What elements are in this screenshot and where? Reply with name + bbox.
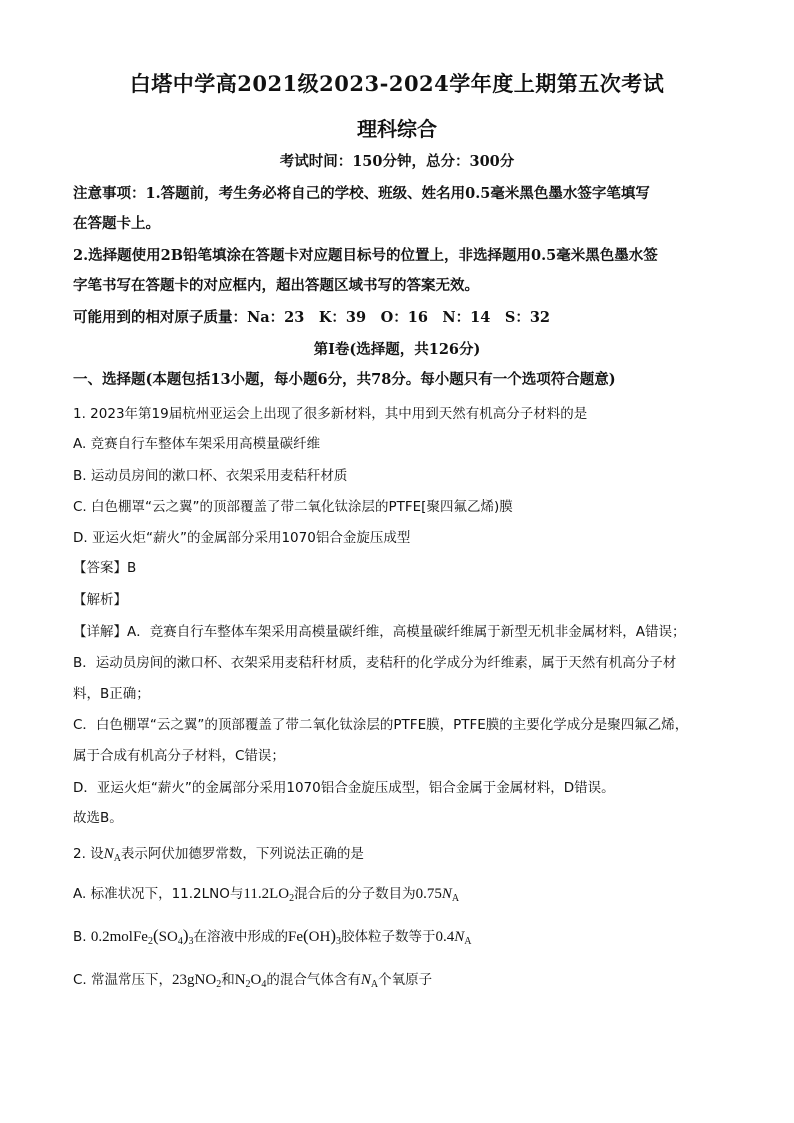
q2-b-middle-2: 胶体粒子数等于: [341, 929, 436, 945]
symbol-a-sub: A: [451, 893, 460, 904]
notice-line-2: 在答题卡上。: [73, 215, 160, 232]
sub-2: 2: [147, 936, 153, 947]
o-text: O: [250, 972, 262, 988]
sub-3: 3: [188, 936, 194, 947]
analysis-tag: 【解析】: [73, 592, 127, 608]
exam-time-info: 考试时间：150分钟，总分：300分: [279, 153, 515, 170]
q1-detail-1: 【详解】A．竞赛自行车整体车架采用高模量碳纤维，高模量碳纤维属于新型无机非金属材料，A错误；: [73, 624, 686, 640]
q1-option-a: A. 竞赛自行车整体车架采用高模量碳纤维: [73, 436, 321, 452]
q2-c-suffix: 个氧原子: [378, 972, 433, 988]
q2-b-fe-amount: 0.2molFe: [90, 929, 148, 945]
symbol-a-sub: A: [113, 853, 121, 864]
notice-line-1: 注意事项：1.答题前，考生务必将自己的学校、班级、姓名用0.5毫米黑色墨水签字笔填写: [73, 185, 650, 202]
q2-b-prefix: B.: [73, 929, 91, 945]
symbol-n: N: [454, 929, 465, 945]
exam-subject: 理科综合: [357, 117, 437, 141]
q2-b-number: 0.4: [435, 929, 455, 945]
q1-option-b: B. 运动员房间的漱口杯、衣架采用麦秸秆材质: [73, 468, 348, 484]
q2-a-middle: 混合后的分子数目为: [294, 886, 416, 902]
section-heading: 一、选择题(本题包括13小题，每小题6分，共78分。每小题只有一个选项符合题意): [73, 371, 616, 388]
q1-detail-3: 料，B正确；: [73, 686, 150, 702]
q2-option-b: [73, 925, 733, 947]
q2-c-and: 和: [221, 972, 235, 988]
q2-option-a: [73, 882, 733, 904]
q2-b-value: [436, 929, 472, 945]
notice-line-4: 字笔书写在答题卡的对应框内，超出答题区域书写的答案无效。: [73, 277, 479, 294]
q2-a-o2: [243, 886, 294, 902]
q1-detail-4: C．白色棚罩“云之翼”的顶部覆盖了带二氧化钛涂层的PTFE膜，PTFE膜的主要化学成分是聚四氟乙烯，: [73, 717, 689, 733]
q1-detail-5: 属于合成有机高分子材料，C错误；: [73, 748, 285, 764]
q1-detail-2: B．运动员房间的漱口杯、衣架采用麦秸秆材质，麦秸秆的化学成分为纤维素，属于天然有机高分子材: [73, 655, 677, 671]
q2-c-middle: 的混合气体含有: [266, 972, 361, 988]
sub-4: 4: [177, 936, 183, 947]
exam-title: 白塔中学高2021级2023-2024学年度上期第五次考试: [129, 71, 665, 96]
q2-option-c: [73, 968, 733, 990]
sub-2: 2: [245, 979, 251, 990]
symbol-n: N: [441, 886, 452, 902]
atomic-mass-line: 可能用到的相对原子质量：Na：23 K：39 O：16 N：14 S：32: [73, 309, 550, 326]
q2-b-compound: [90, 926, 194, 947]
q2-stem: [73, 842, 733, 864]
sub-2: 2: [289, 893, 295, 904]
q1-option-c: C. 白色棚罩“云之翼”的顶部覆盖了带二氧化钛涂层的PTFE[聚四氟乙烯)膜: [73, 499, 513, 515]
sub-3: 3: [336, 936, 341, 947]
symbol-a-sub: A: [370, 979, 379, 990]
paren-right: ): [182, 926, 189, 945]
q1-stem: 1. 2023年第19届杭州亚运会上出现了很多新材料，其中用到天然有机高分子材料的是: [73, 406, 588, 422]
q2-b-middle: 在溶液中形成的: [193, 929, 288, 945]
q2-a-o2-text: 11.2LO: [243, 886, 290, 902]
q2-c-mass: 23gNO: [172, 972, 217, 988]
q2-a-value: [416, 886, 460, 902]
symbol-n: N: [103, 846, 114, 862]
q1-answer-value: B: [127, 560, 137, 576]
q2-c-n2o4: [235, 972, 267, 988]
q2-c-na: [361, 972, 378, 988]
paren-left: (: [302, 926, 309, 945]
avogadro-symbol: [104, 846, 121, 862]
notice-line-3: 2.选择题使用2B铅笔填涂在答题卡对应题目标号的位置上，非选择题用0.5毫米黑色墨水签: [73, 247, 658, 264]
symbol-a-sub: A: [464, 936, 472, 947]
part-title: 第Ⅰ卷(选择题，共126分): [313, 341, 481, 358]
paren-left: (: [152, 926, 159, 945]
q1-option-d: D. 亚运火炬“薪火”的金属部分采用1070铝合金旋压成型: [73, 530, 411, 546]
q2-stem-suffix: 表示阿伏加德罗常数，下列说法正确的是: [120, 846, 364, 862]
q1-answer-row: [73, 556, 733, 576]
q2-c-prefix: C. 常温常压下，: [73, 972, 173, 988]
n-text: N: [234, 972, 246, 988]
fe-text: Fe: [287, 929, 303, 945]
q2-a-prefix: A. 标准状况下，11.2LNO与: [73, 886, 244, 902]
q2-c-no2: [172, 972, 221, 988]
so4-text: SO: [158, 929, 178, 945]
answer-tag: 【答案】: [73, 560, 127, 576]
sub-4: 4: [261, 979, 267, 990]
q2-b-hydroxide: [287, 926, 341, 947]
paren-right: ): [330, 926, 336, 945]
q1-conclusion: 故选B。: [73, 810, 123, 826]
q1-detail-6: D．亚运火炬“薪火”的金属部分采用1070铝合金旋压成型，铝合金属于金属材料，D错误。: [73, 780, 615, 796]
sub-2: 2: [216, 979, 222, 990]
q2-stem-prefix: 2. 设: [73, 846, 104, 862]
oh-text: OH: [308, 929, 331, 945]
q2-a-number: 0.75: [415, 886, 442, 902]
symbol-n: N: [360, 972, 371, 988]
